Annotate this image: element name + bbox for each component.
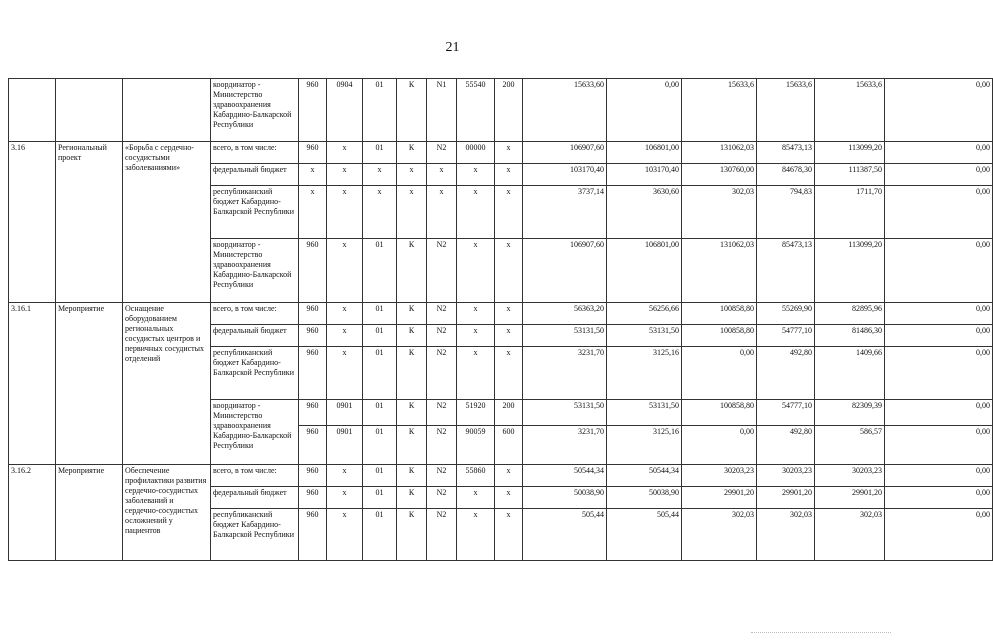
table-row [9,142,993,164]
project-code-cell: N2 [427,239,457,303]
direction-code-cell: x [457,303,495,325]
responsible-cell: федеральный бюджет [211,487,299,509]
subprogram-code-cell: К [397,487,427,509]
value-cell: 505,44 [607,509,682,561]
value-cell: 30203,23 [815,465,885,487]
project-code-cell: N2 [427,400,457,426]
value-cell: 1711,70 [815,186,885,239]
value-cell: 3231,70 [523,347,607,400]
rzpr-cell: 0901 [327,426,363,465]
value-cell: 302,03 [682,186,757,239]
direction-code-cell: x [457,186,495,239]
row-name-cell: «Борьба с сердечно-сосудистыми заболеваниями» [123,142,211,303]
value-cell: 302,03 [757,509,815,561]
expense-type-cell: x [495,239,523,303]
rzpr-cell: x [327,325,363,347]
grbs-cell: 960 [299,325,327,347]
value-cell: 85473,13 [757,239,815,303]
value-cell: 505,44 [523,509,607,561]
expense-type-cell: x [495,487,523,509]
value-cell: 794,83 [757,186,815,239]
value-cell: 29901,20 [757,487,815,509]
rzpr-cell: 0901 [327,400,363,426]
value-cell: 0,00 [885,347,993,400]
value-cell: 15633,6 [682,79,757,142]
expense-type-cell: x [495,465,523,487]
direction-code-cell: 90059 [457,426,495,465]
value-cell: 82309,39 [815,400,885,426]
row-number-cell: 3.16.2 [9,465,56,561]
row-type-cell: Региональный проект [56,142,123,303]
direction-code-cell: x [457,325,495,347]
rzpr-cell: x [327,487,363,509]
value-cell: 53131,50 [607,325,682,347]
value-cell: 3125,16 [607,426,682,465]
value-cell: 15633,60 [523,79,607,142]
rzpr-cell: x [327,509,363,561]
scan-artifact [751,632,891,637]
grbs-cell: 960 [299,400,327,426]
value-cell: 30203,23 [757,465,815,487]
rzpr-cell: x [327,347,363,400]
value-cell: 15633,6 [757,79,815,142]
value-cell: 29901,20 [815,487,885,509]
value-cell: 50544,34 [523,465,607,487]
program-code-cell: 01 [363,465,397,487]
responsible-cell: координатор - Министерство здравоохранения Кабардино-Балкарской Республики [211,239,299,303]
table-row [9,303,993,325]
row-name-cell [123,79,211,142]
expense-type-cell: x [495,509,523,561]
value-cell: 1409,66 [815,347,885,400]
row-type-cell [56,79,123,142]
grbs-cell: 960 [299,509,327,561]
row-type-cell: Мероприятие [56,465,123,561]
subprogram-code-cell: К [397,79,427,142]
subprogram-code-cell: x [397,164,427,186]
program-code-cell: 01 [363,303,397,325]
value-cell: 50038,90 [523,487,607,509]
value-cell: 82895,96 [815,303,885,325]
value-cell: 111387,50 [815,164,885,186]
rzpr-cell: x [327,142,363,164]
rzpr-cell: 0904 [327,79,363,142]
responsible-cell: федеральный бюджет [211,325,299,347]
value-cell: 3737,14 [523,186,607,239]
rzpr-cell: x [327,186,363,239]
value-cell: 492,80 [757,347,815,400]
subprogram-code-cell: К [397,400,427,426]
rzpr-cell: x [327,164,363,186]
value-cell: 3231,70 [523,426,607,465]
value-cell: 103170,40 [523,164,607,186]
direction-code-cell: x [457,347,495,400]
value-cell: 0,00 [885,303,993,325]
responsible-cell: республиканский бюджет Кабардино-Балкарской Республики [211,186,299,239]
row-number-cell [9,79,56,142]
program-code-cell: 01 [363,426,397,465]
grbs-cell: 960 [299,426,327,465]
value-cell: 0,00 [885,325,993,347]
value-cell: 55269,90 [757,303,815,325]
value-cell: 113099,20 [815,239,885,303]
program-code-cell: 01 [363,142,397,164]
row-number-cell: 3.16.1 [9,303,56,465]
expense-type-cell: x [495,164,523,186]
subprogram-code-cell: К [397,325,427,347]
direction-code-cell: x [457,487,495,509]
responsible-cell: республиканский бюджет Кабардино-Балкарской Республики [211,347,299,400]
value-cell: 54777,10 [757,325,815,347]
value-cell: 100858,80 [682,303,757,325]
grbs-cell: 960 [299,347,327,400]
value-cell: 131062,03 [682,239,757,303]
expense-type-cell: x [495,303,523,325]
project-code-cell: N2 [427,303,457,325]
grbs-cell: 960 [299,239,327,303]
value-cell: 15633,6 [815,79,885,142]
subprogram-code-cell: x [397,186,427,239]
value-cell: 0,00 [885,487,993,509]
value-cell: 53131,50 [523,325,607,347]
program-code-cell: 01 [363,239,397,303]
project-code-cell: x [427,186,457,239]
value-cell: 0,00 [682,347,757,400]
value-cell: 50544,34 [607,465,682,487]
subprogram-code-cell: К [397,426,427,465]
project-code-cell: N1 [427,79,457,142]
value-cell: 30203,23 [682,465,757,487]
program-code-cell: 01 [363,325,397,347]
responsible-cell: республиканский бюджет Кабардино-Балкарской Республики [211,509,299,561]
program-code-cell: 01 [363,79,397,142]
value-cell: 3630,60 [607,186,682,239]
responsible-cell: всего, в том числе: [211,142,299,164]
page-number: 21 [445,40,460,55]
value-cell: 84678,30 [757,164,815,186]
program-code-cell: 01 [363,487,397,509]
table-row [9,79,993,142]
value-cell: 302,03 [815,509,885,561]
value-cell: 131062,03 [682,142,757,164]
rzpr-cell: x [327,465,363,487]
rzpr-cell: x [327,239,363,303]
value-cell: 0,00 [885,79,993,142]
value-cell: 0,00 [682,426,757,465]
responsible-cell: координатор - Министерство здравоохранения Кабардино-Балкарской Республики [211,400,299,465]
expense-type-cell: x [495,347,523,400]
direction-code-cell: 51920 [457,400,495,426]
grbs-cell: 960 [299,142,327,164]
value-cell: 492,80 [757,426,815,465]
subprogram-code-cell: К [397,142,427,164]
value-cell: 100858,80 [682,325,757,347]
expense-type-cell: x [495,142,523,164]
subprogram-code-cell: К [397,303,427,325]
value-cell: 29901,20 [682,487,757,509]
value-cell: 100858,80 [682,400,757,426]
value-cell: 302,03 [682,509,757,561]
responsible-cell: всего, в том числе: [211,303,299,325]
direction-code-cell: x [457,239,495,303]
direction-code-cell: x [457,164,495,186]
grbs-cell: x [299,164,327,186]
row-name-cell: Оснащение оборудованием региональных сосудистых центров и первичных сосудистых отделений [123,303,211,465]
grbs-cell: 960 [299,303,327,325]
subprogram-code-cell: К [397,465,427,487]
expense-type-cell: 200 [495,79,523,142]
value-cell: 53131,50 [523,400,607,426]
row-name-cell: Обеспечение профилактики развития сердечно-сосудистых заболеваний и сердечно-сосудистых осложнений у пациентов [123,465,211,561]
value-cell: 106801,00 [607,142,682,164]
responsible-cell: всего, в том числе: [211,465,299,487]
value-cell: 106907,60 [523,239,607,303]
grbs-cell: 960 [299,465,327,487]
responsible-cell: координатор - Министерство здравоохранения Кабардино-Балкарской Республики [211,79,299,142]
value-cell: 586,57 [815,426,885,465]
rzpr-cell: x [327,303,363,325]
direction-code-cell: x [457,509,495,561]
program-code-cell: x [363,164,397,186]
subprogram-code-cell: К [397,347,427,400]
expense-type-cell: 600 [495,426,523,465]
value-cell: 0,00 [885,164,993,186]
value-cell: 0,00 [607,79,682,142]
expense-type-cell: x [495,186,523,239]
value-cell: 81486,30 [815,325,885,347]
table-row [9,465,993,487]
value-cell: 0,00 [885,426,993,465]
project-code-cell: N2 [427,487,457,509]
subprogram-code-cell: К [397,239,427,303]
budget-table [8,78,993,561]
program-code-cell: 01 [363,347,397,400]
value-cell: 50038,90 [607,487,682,509]
grbs-cell: 960 [299,79,327,142]
value-cell: 113099,20 [815,142,885,164]
value-cell: 0,00 [885,400,993,426]
project-code-cell: N2 [427,142,457,164]
grbs-cell: x [299,186,327,239]
direction-code-cell: 00000 [457,142,495,164]
value-cell: 130760,00 [682,164,757,186]
value-cell: 3125,16 [607,347,682,400]
value-cell: 106801,00 [607,239,682,303]
value-cell: 53131,50 [607,400,682,426]
project-code-cell: N2 [427,325,457,347]
program-code-cell: 01 [363,400,397,426]
row-number-cell: 3.16 [9,142,56,303]
expense-type-cell: 200 [495,400,523,426]
project-code-cell: N2 [427,465,457,487]
project-code-cell: N2 [427,347,457,400]
responsible-cell: федеральный бюджет [211,164,299,186]
direction-code-cell: 55540 [457,79,495,142]
value-cell: 54777,10 [757,400,815,426]
project-code-cell: N2 [427,509,457,561]
value-cell: 85473,13 [757,142,815,164]
program-code-cell: 01 [363,509,397,561]
value-cell: 0,00 [885,509,993,561]
value-cell: 0,00 [885,142,993,164]
project-code-cell: x [427,164,457,186]
value-cell: 106907,60 [523,142,607,164]
value-cell: 0,00 [885,239,993,303]
value-cell: 103170,40 [607,164,682,186]
subprogram-code-cell: К [397,509,427,561]
grbs-cell: 960 [299,487,327,509]
value-cell: 56256,66 [607,303,682,325]
value-cell: 0,00 [885,186,993,239]
program-code-cell: x [363,186,397,239]
value-cell: 56363,20 [523,303,607,325]
row-type-cell: Мероприятие [56,303,123,465]
project-code-cell: N2 [427,426,457,465]
direction-code-cell: 55860 [457,465,495,487]
expense-type-cell: x [495,325,523,347]
value-cell: 0,00 [885,465,993,487]
